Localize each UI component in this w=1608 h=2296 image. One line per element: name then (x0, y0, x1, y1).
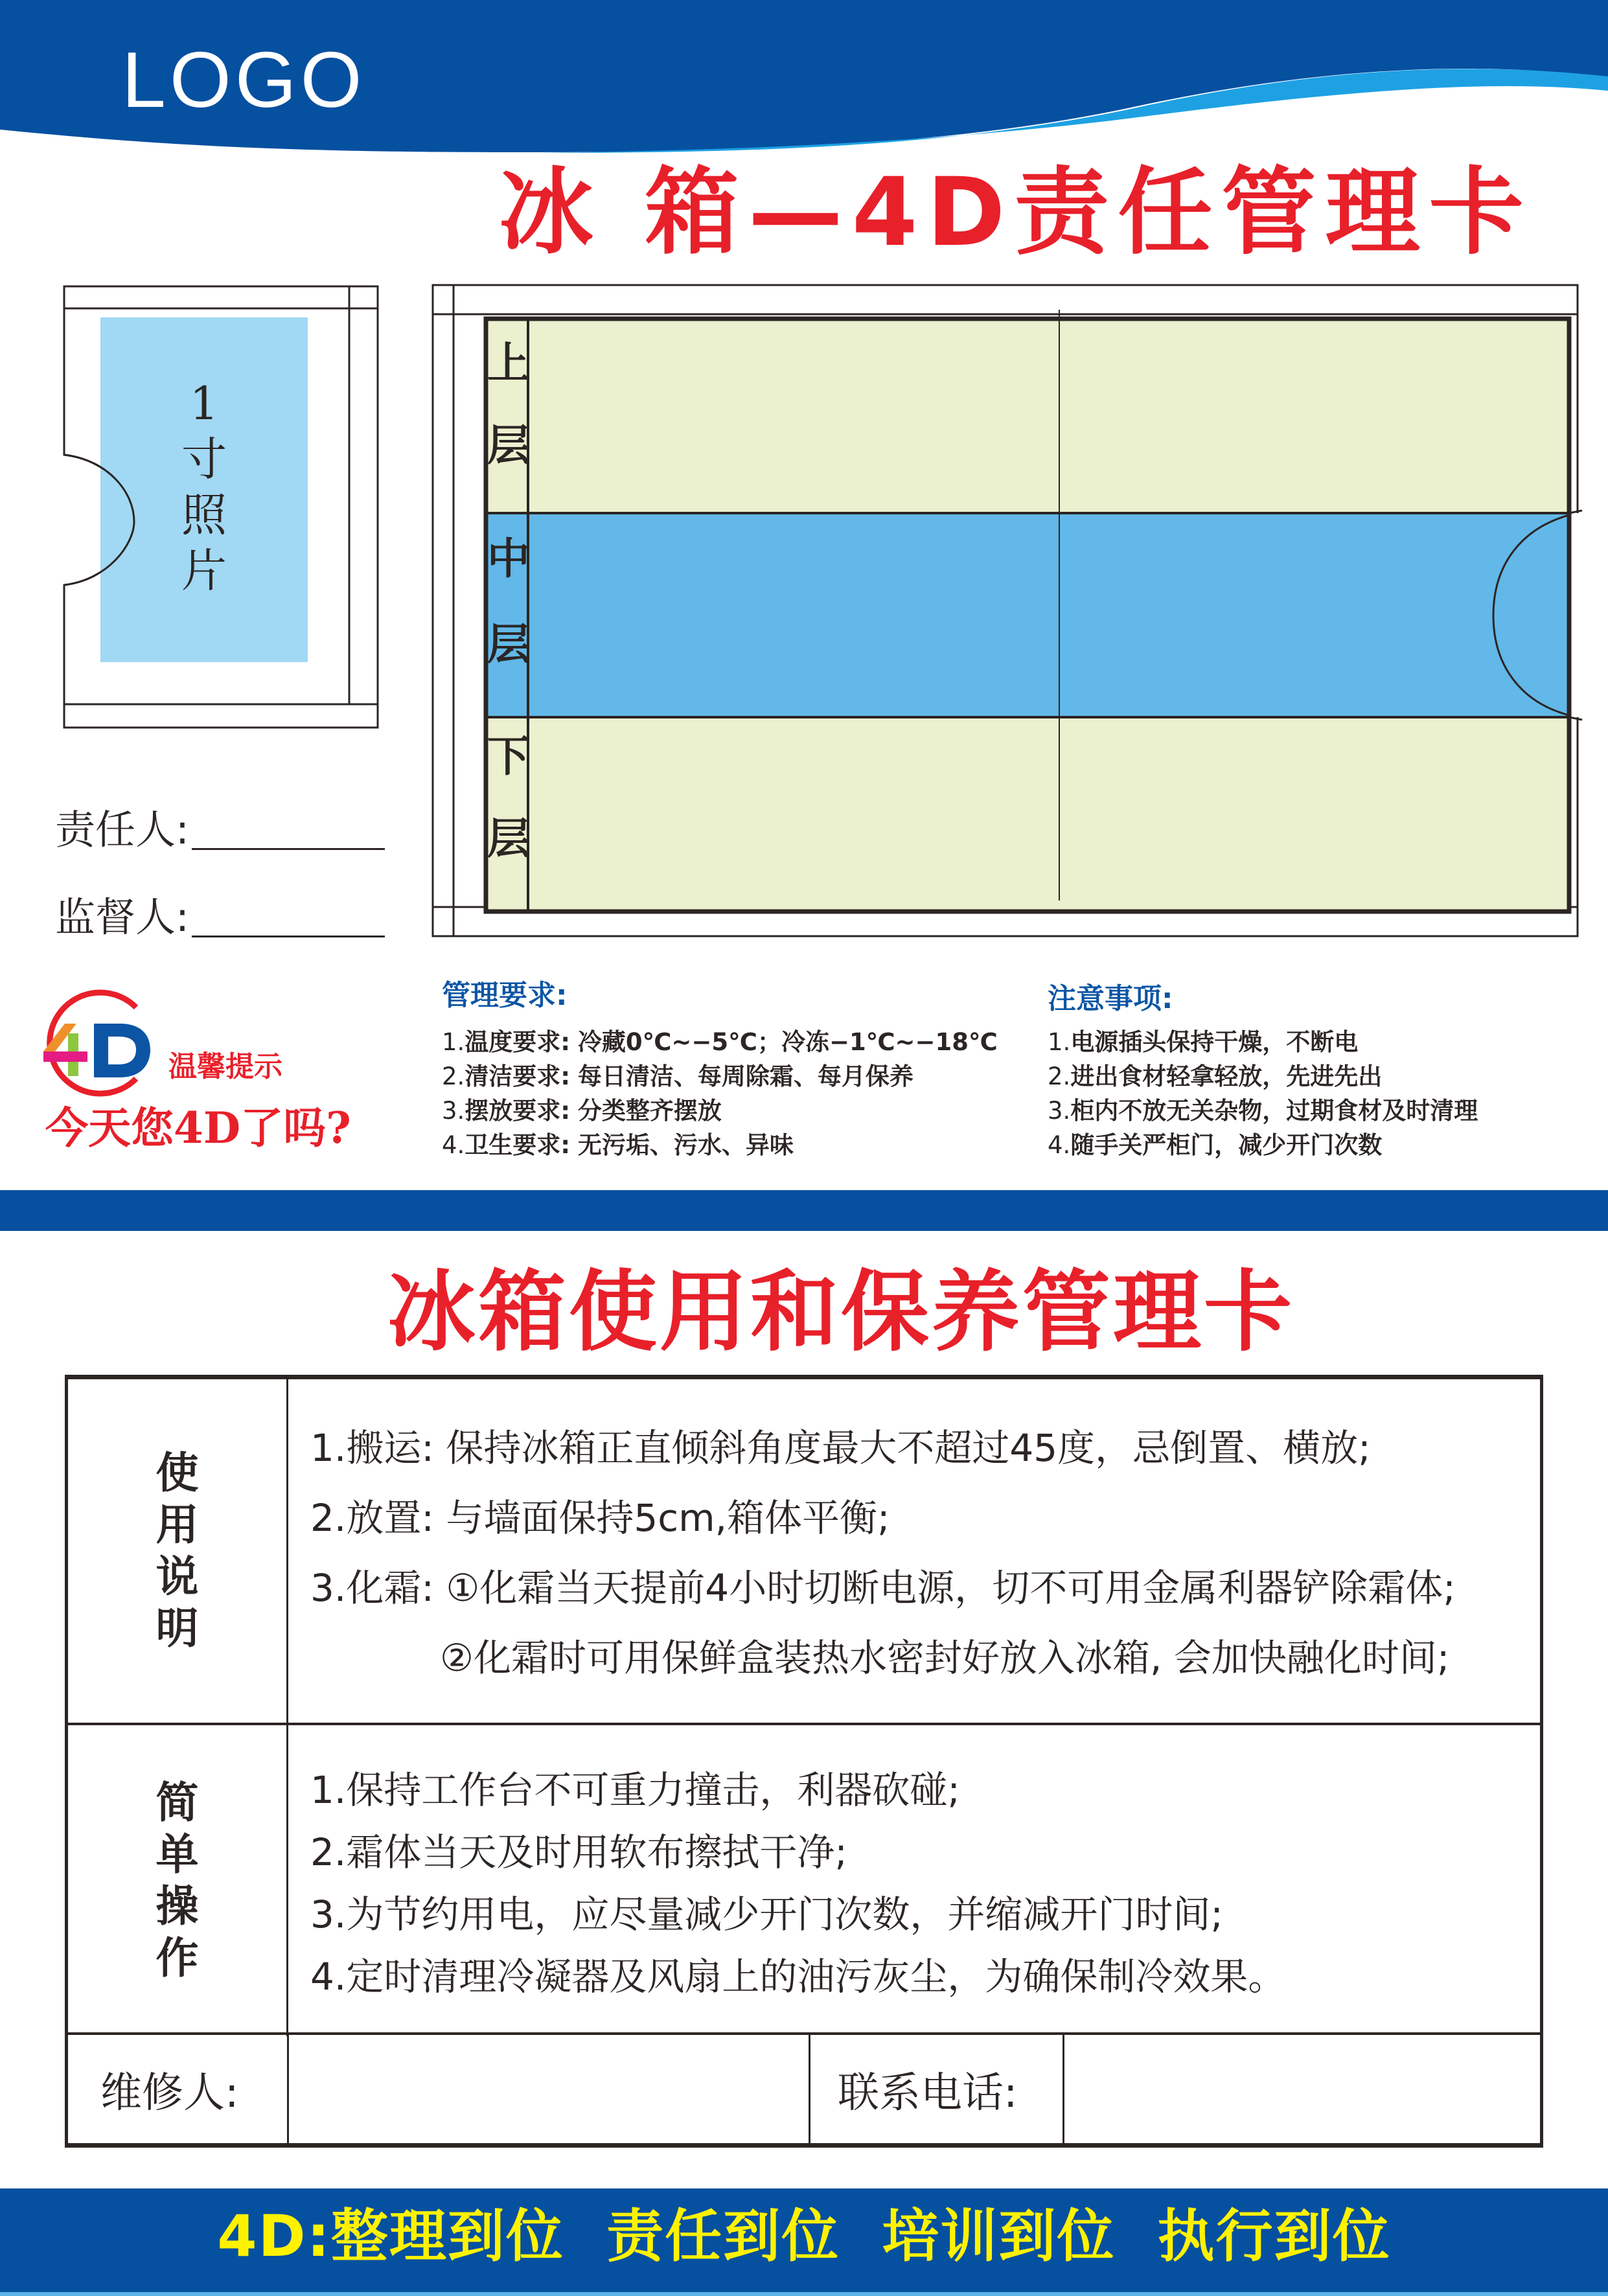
supervisor-line[interactable] (192, 936, 385, 937)
precaution-item: 3.柜内不放无关杂物，过期食材及时清理 (1048, 1097, 1478, 1125)
footer-slogan: 4D:整理到位 责任到位 培训到位 执行到位 (217, 2203, 1391, 2269)
logo: LOGO (122, 36, 366, 124)
usage-item: 1.搬运: 保持冰箱正直倾斜角度最大不超过45度，忌倒置、横放; (310, 1426, 1371, 1470)
usage-instructions-list (310, 1413, 1456, 1693)
supervisor-label: 监督人: (55, 893, 189, 941)
reminder-title: 温馨提示 (168, 1050, 282, 1083)
operation-item: 3.为节约用电，应尽量减少开门次数，并缩减开门时间; (310, 1892, 1223, 1936)
shelf-label-upper-bottom: 层 (487, 420, 530, 470)
repair-person-field[interactable] (289, 2035, 807, 2143)
operation-item: 1.保持工作台不可重力撞击，利器砍碰; (310, 1768, 960, 1812)
supervisor-field (55, 893, 385, 941)
cell-divider (809, 2035, 810, 2143)
responsible-person-line[interactable] (192, 848, 385, 850)
repair-person-label: 维修人: (100, 2069, 239, 2117)
management-requirements-list (442, 1025, 998, 1162)
precaution-item: 2.进出食材轻拿轻放，先进先出 (1048, 1062, 1383, 1090)
requirement-item: 3.摆放要求: 分类整齐摆放 (442, 1097, 722, 1125)
responsibility-card-title: 冰 箱—4D责任管理卡 (499, 157, 1533, 268)
requirement-item: 2.清洁要求: 每日清洁、每周除霜、每月保养 (442, 1062, 913, 1090)
usage-item: ②化霜时可用保鲜盒装热水密封好放入冰箱, 会加快融化时间; (440, 1636, 1450, 1680)
shelf-label-lower-top: 下 (487, 731, 530, 781)
repair-contact-row (68, 2035, 1540, 2143)
precautions-list (1048, 1025, 1478, 1162)
care-management-table (65, 1375, 1543, 2148)
responsible-person-label: 责任人: (55, 806, 189, 853)
usage-item: 2.放置: 与墙面保持5cm,箱体平衡; (310, 1496, 890, 1540)
photo-label: 1 寸 照 片 (181, 377, 227, 597)
reminder-slogan: 今天您4D了吗? (45, 1103, 351, 1153)
precaution-item: 4.随手关严柜门，减少开门次数 (1048, 1131, 1383, 1159)
operation-item: 2.霜体当天及时用软布擦拭干净; (310, 1830, 847, 1874)
shelf-label-upper-top: 上 (487, 338, 530, 388)
usage-item: 3.化霜: ①化霜当天提前4小时切断电源，切不可用金属利器铲除霜体; (310, 1566, 1456, 1610)
requirement-item: 4.卫生要求: 无污垢、污水、异味 (442, 1131, 794, 1159)
operation-content-cell (288, 1725, 1540, 2036)
operation-item: 4.定时清理冷凝器及风扇上的油污灰尘，为确保制冷效果。 (310, 1955, 1286, 1999)
contact-phone-label: 联系电话: (838, 2069, 1018, 2117)
usage-heading-cell: 使 用 说 明 (68, 1379, 288, 1723)
operation-instructions-list (310, 1759, 1285, 2008)
care-card-title: 冰箱使用和保养管理卡 (387, 1261, 1294, 1364)
shelf-layout-table (428, 279, 1608, 946)
contact-phone-field[interactable] (1064, 2035, 1540, 2143)
operation-heading-cell: 简 单 操 作 (68, 1725, 288, 2036)
usage-content-cell (288, 1379, 1540, 1723)
requirement-item: 1.温度要求: 冷藏0℃~−5℃；冷冻−1℃~−18℃ (442, 1028, 998, 1056)
shelf-label-lower-bottom: 层 (487, 814, 530, 864)
precautions-heading: 注意事项: (1048, 982, 1173, 1015)
section-divider-band (0, 1190, 1608, 1231)
shelf-label-middle-bottom: 层 (487, 619, 530, 669)
4d-logo-icon (39, 988, 168, 1098)
responsible-person-field (55, 806, 385, 853)
shelf-label-middle-top: 中 (487, 534, 530, 584)
precaution-item: 1.电源插头保持干燥，不断电 (1048, 1028, 1359, 1056)
management-requirements-heading: 管理要求: (442, 979, 568, 1012)
